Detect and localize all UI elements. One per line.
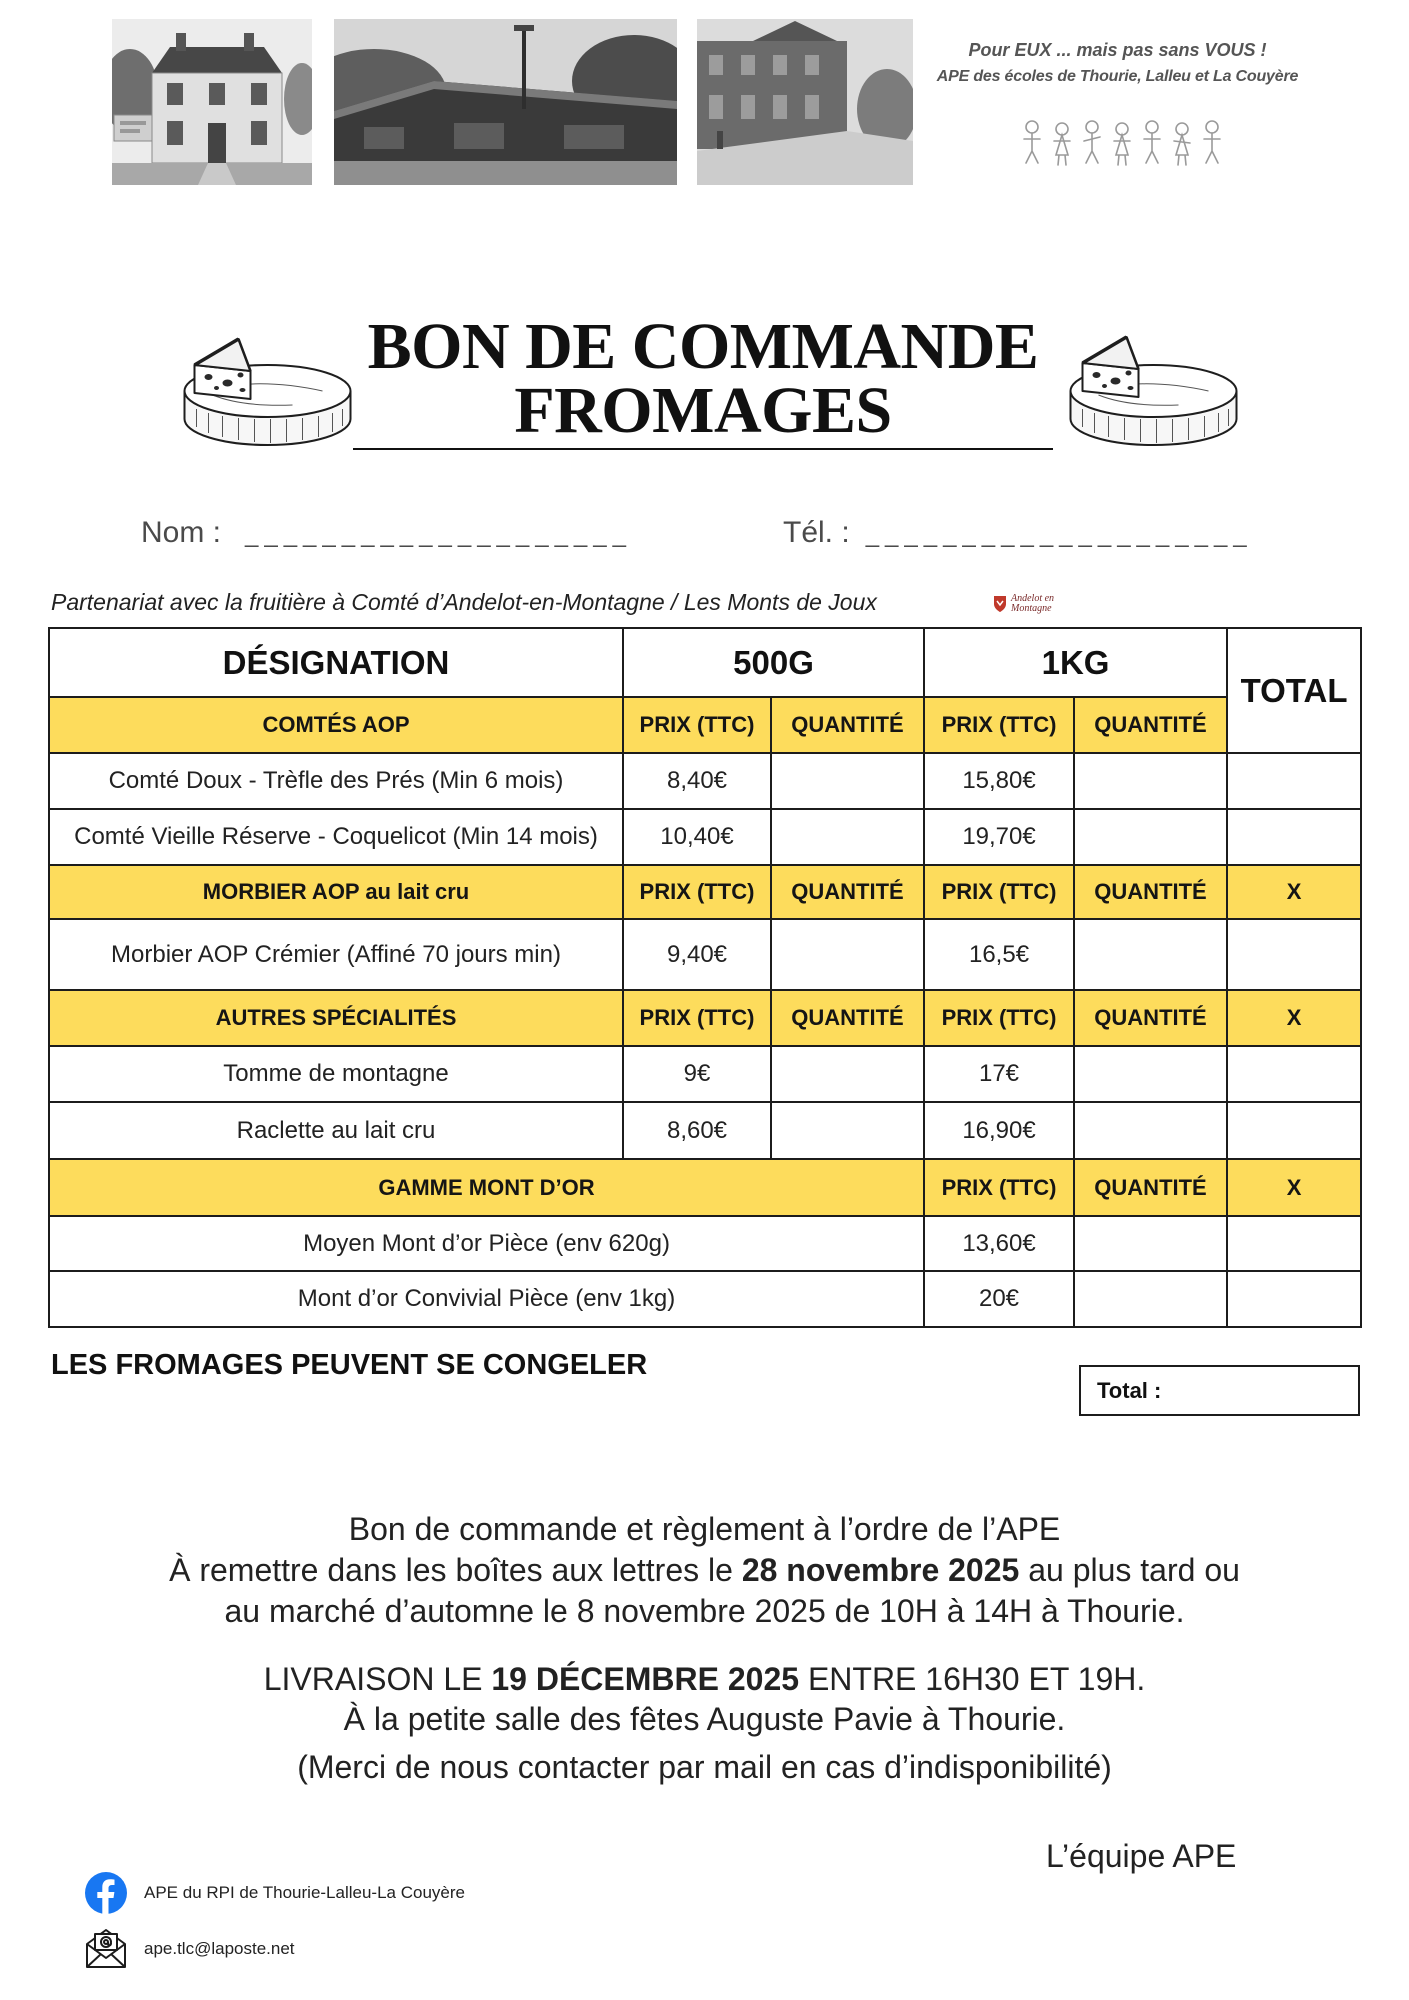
delivery-line [0,1659,1409,1699]
price-500g: 8,40€ [623,753,771,809]
section-name: MORBIER AOP au lait cru [49,865,623,919]
table-row [49,1216,1361,1271]
section-header-row [49,1159,1361,1216]
delivery-text: LIVRAISON LE [263,1661,492,1697]
quantity-500g-cell [771,919,924,990]
partner-logo [992,589,1074,619]
phone-label: Tél. : [783,516,850,549]
price-500g: 8,60€ [623,1102,771,1159]
price-piece: 13,60€ [924,1216,1074,1271]
product-name: Comté Vieille Réserve - Coquelicot (Min 14 mois) [49,809,623,865]
delivery-text: ENTRE 16H30 ET 19H. [799,1661,1146,1697]
deadline-date: 28 novembre 2025 [741,1552,1020,1588]
quantity-label: QUANTITÉ [771,865,924,919]
quantity-1kg-cell [1074,809,1227,865]
total-cell [1227,919,1361,990]
title-line-2: FROMAGES [514,374,892,447]
quantity-1kg-cell [1074,753,1227,809]
contact-note: (Merci de nous contacter par mail en cas d’indisponibilité) [297,1749,1112,1785]
product-name: Morbier AOP Crémier (Affiné 70 jours min) [49,919,623,990]
price-label: PRIX (TTC) [623,697,771,753]
size-500g-header: 500G [623,628,924,697]
mail-icon [84,1926,128,1970]
price-label: PRIX (TTC) [924,865,1074,919]
price-500g: 9,40€ [623,919,771,990]
price-1kg: 16,5€ [924,919,1074,990]
size-1kg-header: 1KG [924,628,1227,697]
delivery-location: À la petite salle des fêtes Auguste Pavie à Thourie. [343,1701,1066,1737]
total-cell [1227,1046,1361,1102]
product-name: Tomme de montagne [49,1046,623,1102]
quantity-cell [1074,1216,1227,1271]
price-label: PRIX (TTC) [924,697,1074,753]
table-row [49,1271,1361,1327]
facebook-icon [84,1871,128,1915]
quantity-500g-cell [771,1046,924,1102]
price-label: PRIX (TTC) [924,1159,1074,1216]
table-row [49,1102,1361,1159]
instruction-line: au marché d’automne le 8 novembre 2025 de 10H à 14H à Thourie. [224,1593,1185,1629]
instruction-text: À remettre dans les boîtes aux lettres le [169,1552,742,1588]
price-1kg: 17€ [924,1046,1074,1102]
grand-total-label: Total : [1097,1377,1162,1403]
quantity-label: QUANTITÉ [1074,1159,1227,1216]
order-table [48,627,1362,1328]
total-cell [1227,1271,1361,1327]
total-header: TOTAL [1227,628,1361,753]
quantity-500g-cell [771,753,924,809]
total-cell [1227,809,1361,865]
price-500g: 9€ [623,1046,771,1102]
partnership-text: Partenariat avec la fruitière à Comté d’Andelot-en-Montagne / Les Monts de Joux [51,589,877,615]
name-blank: ____________________ [245,521,632,548]
email-address: ape.tlc@laposte.net [144,1939,295,1958]
quantity-500g-cell [771,1102,924,1159]
title-underline [353,448,1053,450]
quantity-label: QUANTITÉ [1074,865,1227,919]
section-name: GAMME MONT D’OR [49,1159,924,1216]
cheese-wheel-icon [1058,325,1239,449]
cheese-wheel-icon [172,325,353,449]
freeze-note: LES FROMAGES PEUVENT SE CONGELER [51,1349,648,1381]
partner-shield-icon [992,594,1008,614]
table-row [49,809,1361,865]
name-label: Nom : [141,516,222,549]
slogan: Pour EUX ... mais pas sans VOUS ! [968,40,1267,60]
quantity-500g-cell [771,809,924,865]
table-row [49,919,1361,990]
product-name: Moyen Mont d’or Pièce (env 620g) [49,1216,924,1271]
title-line-1: BON DE COMMANDE [367,310,1039,383]
price-label: PRIX (TTC) [623,865,771,919]
instruction-text: au plus tard ou [1019,1552,1240,1588]
price-1kg: 15,80€ [924,753,1074,809]
page-title [340,310,1066,447]
product-name: Raclette au lait cru [49,1102,623,1159]
total-cell [1227,1102,1361,1159]
table-row [49,1046,1361,1102]
total-mark: X [1227,990,1361,1046]
designation-header: DÉSIGNATION [49,628,623,697]
quantity-cell [1074,1271,1227,1327]
quantity-1kg-cell [1074,1102,1227,1159]
school-building-photo [334,19,677,185]
grand-total-box [1079,1365,1360,1416]
price-1kg: 19,70€ [924,809,1074,865]
quantity-1kg-cell [1074,919,1227,990]
phone-blank: ____________________ [865,521,1253,548]
name-field [141,516,632,550]
phone-field [783,516,1253,550]
total-cell [1227,1216,1361,1271]
quantity-label: QUANTITÉ [771,697,924,753]
price-label: PRIX (TTC) [623,990,771,1046]
partner-logo-text: Andelot en Montagne [1011,593,1055,614]
product-name: Mont d’or Convivial Pièce (env 1kg) [49,1271,924,1327]
delivery-date: 19 DÉCEMBRE 2025 [491,1661,800,1697]
section-header-row [49,990,1361,1046]
signature: L’équipe APE [1046,1838,1237,1874]
section-name: AUTRES SPÉCIALITÉS [49,990,623,1046]
table-header-row [49,628,1361,697]
price-500g: 10,40€ [623,809,771,865]
instruction-line: Bon de commande et règlement à l’ordre de l’APE [348,1511,1061,1547]
instruction-line [0,1550,1409,1590]
price-piece: 20€ [924,1271,1074,1327]
price-label: PRIX (TTC) [924,990,1074,1046]
facebook-page: APE du RPI de Thourie-Lalleu-La Couyère [144,1883,465,1902]
table-row [49,753,1361,809]
total-mark: X [1227,1159,1361,1216]
children-drawing [1014,119,1230,167]
town-hall-photo [112,19,312,185]
quantity-1kg-cell [1074,1046,1227,1102]
price-1kg: 16,90€ [924,1102,1074,1159]
association-name: APE des écoles de Thourie, Lalleu et La Couyère [936,68,1299,85]
quantity-label: QUANTITÉ [771,990,924,1046]
village-street-photo [697,19,913,185]
quantity-label: QUANTITÉ [1074,697,1227,753]
quantity-label: QUANTITÉ [1074,990,1227,1046]
section-header-row [49,865,1361,919]
total-cell [1227,753,1361,809]
section-header-row [49,697,1361,753]
section-name: COMTÉS AOP [49,697,623,753]
product-name: Comté Doux - Trèfle des Prés (Min 6 mois) [49,753,623,809]
total-mark: X [1227,865,1361,919]
